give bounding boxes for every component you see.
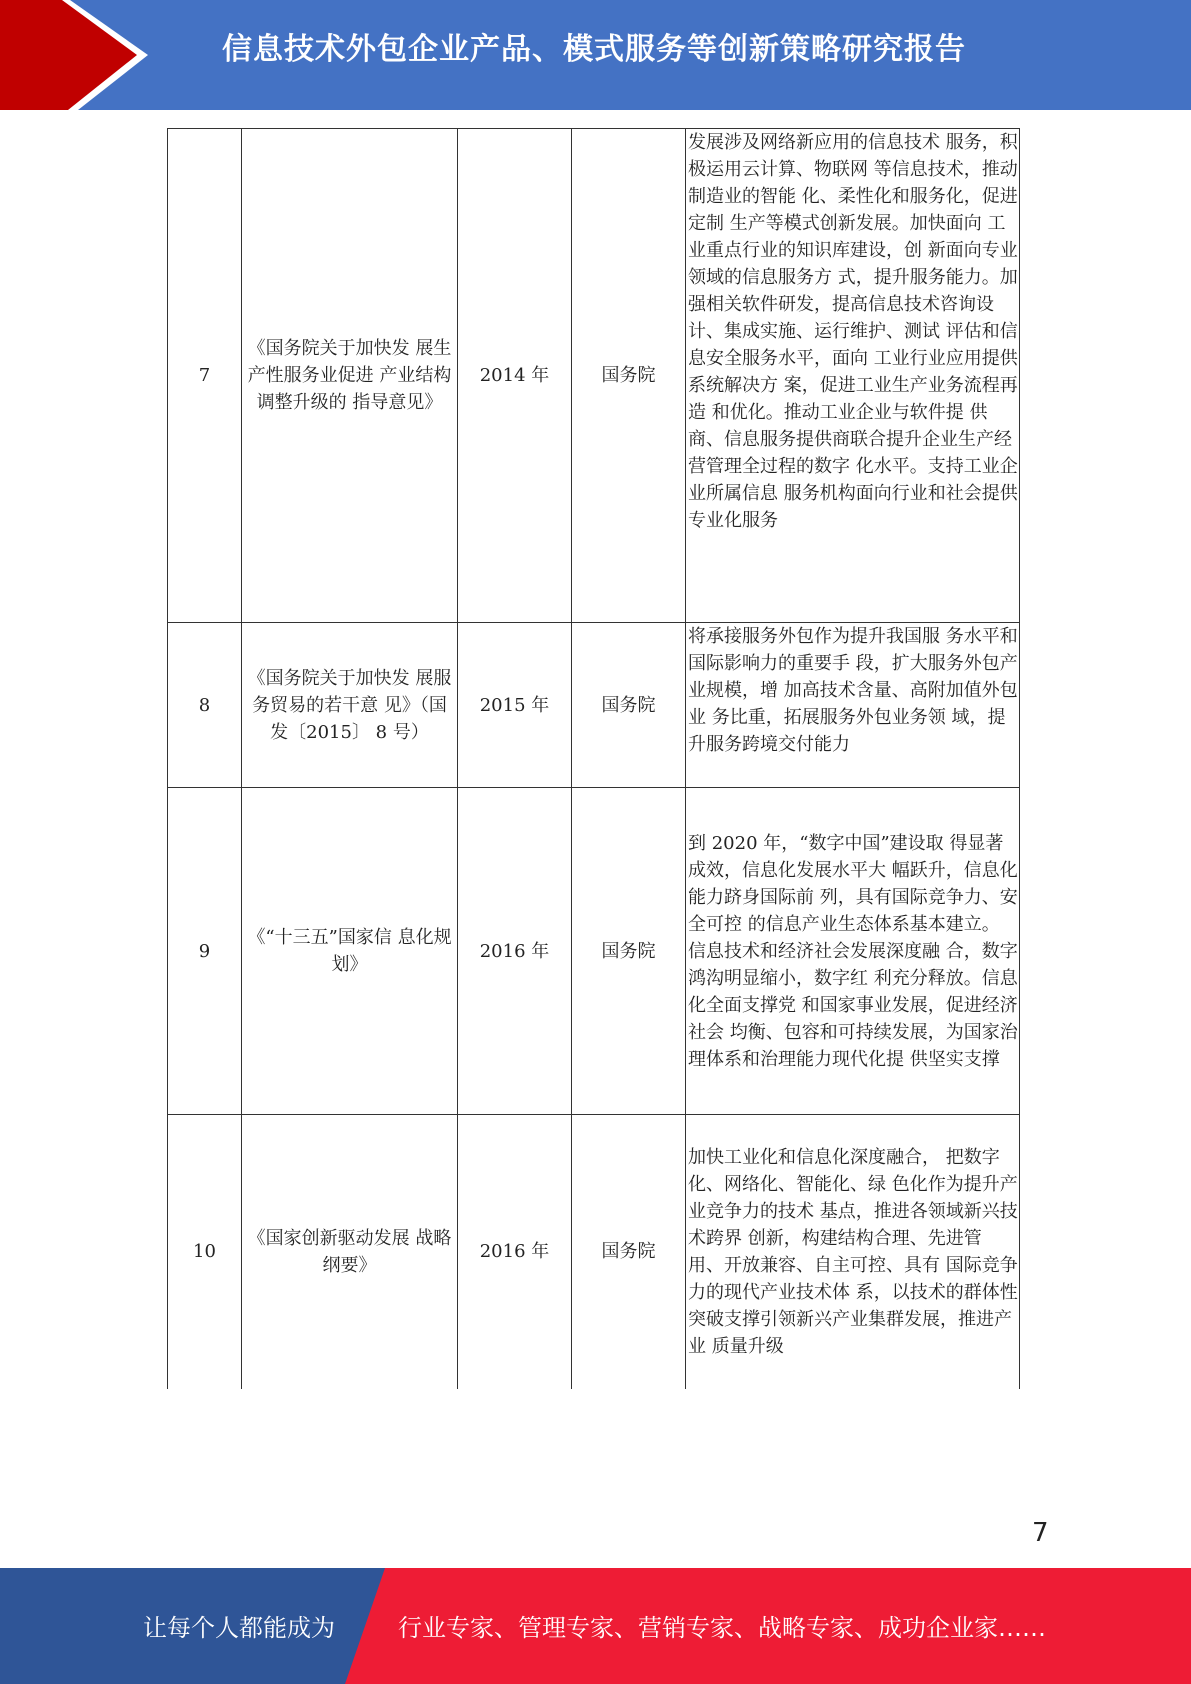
policy-issuer: 国务院	[572, 623, 686, 788]
table-row	[168, 788, 1020, 1115]
policy-name: 《国务院关于加快发 展生产性服务业促进 产业结构调整升级的 指导意见》	[242, 129, 458, 623]
table-row	[168, 129, 1020, 623]
policy-year: 2016 年	[458, 788, 572, 1115]
policy-content	[686, 1115, 1020, 1389]
policy-content	[686, 623, 1020, 788]
row-number: 9	[168, 788, 242, 1115]
policy-content-text: 加快工业化和信息化深度融合， 把数字化、网络化、智能化、绿 色化作为提升产业竞争力的技术 基点，推进各领域新兴技术跨界 创新，构建结构合理、先进管 用、开放兼容、自主可控、具有 国际竞争力的现代产业技术体 系，以技术的群体性突破支撑引领新兴产业集群发展，推进产业 质量升级	[688, 1146, 1018, 1357]
policy-year: 2014 年	[458, 129, 572, 623]
policy-content-text: 发展涉及网络新应用的信息技术 服务，积极运用云计算、物联网 等信息技术，推动制造业的智能 化、柔性化和服务化，促进定制 生产等模式创新发展。加快面向 工业重点行业的知识库建设，创 新面向专业领域的信息服务方 式，提升服务能力。加强相关软件研发，提高信息技术咨询设 计、集成实施、运行维护、测试 评估和信息安全服务水平，面向 工业行业应用提供系统解决方 案，促进工业生产业务流程再造 和优化。推动工业企业与软件提 供商、信息服务提供商联合提升企业生产经营管理全过程的数字 化水平。支持工业企业所属信息 服务机构面向行业和社会提供专业化服务	[688, 132, 1018, 531]
policy-name: 《国务院关于加快发 展服务贸易的若干意 见》（国发〔2015〕 8 号）	[242, 623, 458, 788]
policy-name: 《“十三五”国家信 息化规划》	[242, 788, 458, 1115]
policy-issuer: 国务院	[572, 1115, 686, 1389]
policy-issuer: 国务院	[572, 788, 686, 1115]
policy-year: 2015 年	[458, 623, 572, 788]
page-header	[0, 0, 1191, 110]
policy-content-text: 将承接服务外包作为提升我国服 务水平和国际影响力的重要手 段，扩大服务外包产业规模，增 加高技术含量、高附加值外包业 务比重，拓展服务外包业务领 域，提升服务跨境交付能力	[688, 626, 1018, 755]
policy-table	[167, 128, 1020, 1389]
policy-content-text: 到 2020 年，“数字中国”建设取 得显著成效，信息化发展水平大 幅跃升，信息化能力跻身国际前 列，具有国际竞争力、安全可控 的信息产业生态体系基本建立。 信息技术和经济社会发展深度融 合，数字鸿沟明显缩小，数字红 利充分释放。信息化全面支撑党 和国家事业发展，促进经济社会 均衡、包容和可持续发展，为国家治理体系和治理能力现代化提 供坚实支撑	[688, 832, 1018, 1070]
policy-name: 《国家创新驱动发展 战略纲要》	[242, 1115, 458, 1389]
table-row	[168, 623, 1020, 788]
footer-slogan-left: 让每个人都能成为	[143, 1614, 335, 1642]
page-number: 7	[1032, 1518, 1049, 1548]
row-number: 8	[168, 623, 242, 788]
page-footer	[0, 1568, 1191, 1684]
policy-year: 2016 年	[458, 1115, 572, 1389]
header-red-chevron	[0, 0, 137, 110]
policy-issuer: 国务院	[572, 129, 686, 623]
report-title: 信息技术外包企业产品、模式服务等创新策略研究报告	[222, 32, 966, 67]
policy-content	[686, 129, 1020, 623]
table-row	[168, 1115, 1020, 1389]
footer-slogan-right: 行业专家、管理专家、营销专家、战略专家、成功企业家……	[398, 1614, 1046, 1642]
row-number: 7	[168, 129, 242, 623]
row-number: 10	[168, 1115, 242, 1389]
policy-content	[686, 788, 1020, 1115]
